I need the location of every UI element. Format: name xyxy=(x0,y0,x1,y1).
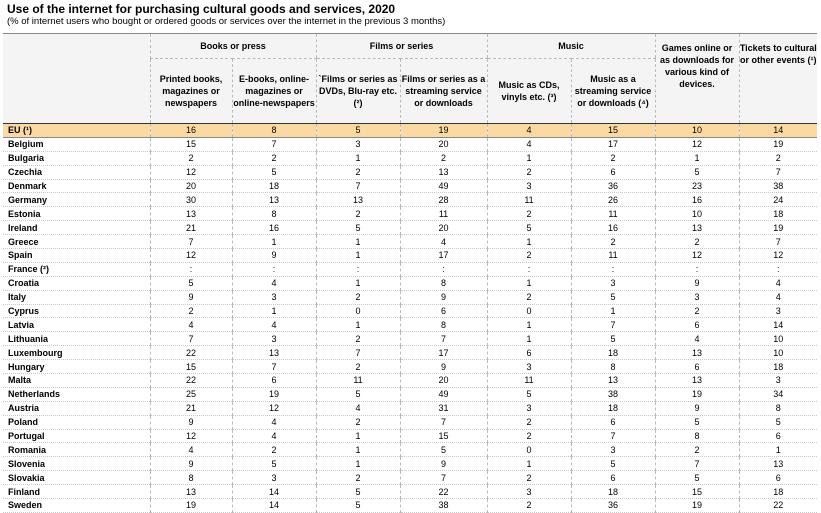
table-cell: 20 xyxy=(400,137,487,151)
row-country: Hungary xyxy=(3,360,150,374)
table-cell: : xyxy=(316,262,400,276)
table-cell: 6 xyxy=(571,165,655,179)
table-cell: 12 xyxy=(655,249,739,263)
table-cell: 9 xyxy=(150,415,232,429)
table-cell: 4 xyxy=(232,429,316,443)
table-cell: 38 xyxy=(571,387,655,401)
table-cell: 14 xyxy=(232,499,316,513)
table-cell: 5 xyxy=(487,387,571,401)
table-cell: 5 xyxy=(232,165,316,179)
row-country: EU (¹) xyxy=(3,124,150,138)
table-row xyxy=(3,401,817,415)
table-cell: 2 xyxy=(487,499,571,513)
row-country: Italy xyxy=(3,290,150,304)
table-cell: 13 xyxy=(655,221,739,235)
table-cell: 7 xyxy=(739,165,817,179)
table-cell: 19 xyxy=(232,387,316,401)
table-cell: 2 xyxy=(487,290,571,304)
table-cell: 13 xyxy=(400,165,487,179)
table-cell: 6 xyxy=(487,346,571,360)
table-cell: : xyxy=(150,262,232,276)
row-country: Spain xyxy=(3,249,150,263)
table-cell: 10 xyxy=(739,332,817,346)
table-cell: 5 xyxy=(150,276,232,290)
table-cell: 4 xyxy=(316,401,400,415)
table-cell: 11 xyxy=(400,207,487,221)
table-row xyxy=(3,485,817,499)
table-cell: 8 xyxy=(655,429,739,443)
table-cell: 15 xyxy=(655,485,739,499)
group-header-music: Music xyxy=(487,34,655,59)
table-cell: 15 xyxy=(150,137,232,151)
table-cell: 2 xyxy=(655,235,739,249)
table-cell: 2 xyxy=(487,207,571,221)
table-row xyxy=(3,332,817,346)
table-cell: 5 xyxy=(571,332,655,346)
table-cell: 13 xyxy=(232,346,316,360)
table-cell: 2 xyxy=(316,165,400,179)
table-cell: : xyxy=(571,262,655,276)
table-cell: 1 xyxy=(316,457,400,471)
table-row xyxy=(3,290,817,304)
table-cell: 2 xyxy=(316,471,400,485)
table-cell: 2 xyxy=(487,165,571,179)
table-cell: 17 xyxy=(400,346,487,360)
table-row xyxy=(3,346,817,360)
column-header-music-cd: Music as CDs, vinyls etc. (³) xyxy=(487,59,571,124)
table-cell: 2 xyxy=(571,235,655,249)
table-cell: 4 xyxy=(232,415,316,429)
row-country: Romania xyxy=(3,443,150,457)
table-cell: 3 xyxy=(487,360,571,374)
table-row xyxy=(3,429,817,443)
table-body xyxy=(3,124,817,513)
table-cell: 2 xyxy=(487,429,571,443)
table-cell: 15 xyxy=(150,360,232,374)
table-cell: 16 xyxy=(571,221,655,235)
table-cell: 22 xyxy=(150,346,232,360)
table-cell: 12 xyxy=(655,137,739,151)
table-cell: 10 xyxy=(655,207,739,221)
table-row xyxy=(3,374,817,388)
table-cell: 8 xyxy=(232,124,316,138)
table-row xyxy=(3,471,817,485)
table-cell: 5 xyxy=(316,221,400,235)
table-row xyxy=(3,249,817,263)
table-cell: 6 xyxy=(655,360,739,374)
table-row xyxy=(3,304,817,318)
table-cell: 5 xyxy=(655,165,739,179)
table-cell: 12 xyxy=(150,165,232,179)
table-cell: 3 xyxy=(232,332,316,346)
table-cell: 5 xyxy=(571,290,655,304)
table-cell: 3 xyxy=(232,290,316,304)
table-cell: 5 xyxy=(655,415,739,429)
table-row xyxy=(3,443,817,457)
table-cell: 2 xyxy=(487,415,571,429)
row-country: Belgium xyxy=(3,137,150,151)
table-cell: 1 xyxy=(316,443,400,457)
table-cell: 2 xyxy=(232,443,316,457)
row-country: Denmark xyxy=(3,179,150,193)
table-cell: 2 xyxy=(655,304,739,318)
header-corner xyxy=(3,34,150,59)
table-cell: 15 xyxy=(400,429,487,443)
column-header-tickets: Tickets to cultural or other events (¹) xyxy=(739,34,817,124)
table-cell: 11 xyxy=(571,207,655,221)
table-row xyxy=(3,457,817,471)
table-cell: 7 xyxy=(316,346,400,360)
table-row xyxy=(3,276,817,290)
table-cell: 12 xyxy=(232,401,316,415)
row-country: Lithuania xyxy=(3,332,150,346)
table-cell: 19 xyxy=(400,124,487,138)
table-cell: 18 xyxy=(739,485,817,499)
row-country: Bulgaria xyxy=(3,151,150,165)
table-cell: 11 xyxy=(316,374,400,388)
table-cell: 17 xyxy=(571,137,655,151)
table-cell: 12 xyxy=(150,249,232,263)
table-cell: 2 xyxy=(655,443,739,457)
row-country: Portugal xyxy=(3,429,150,443)
table-cell: 13 xyxy=(739,457,817,471)
table-cell: 2 xyxy=(316,290,400,304)
table-cell: 24 xyxy=(739,193,817,207)
table-cell: 10 xyxy=(655,124,739,138)
table-cell: 19 xyxy=(739,137,817,151)
column-header-films-dvd: `Films or series as DVDs, Blu-ray etc. (²) xyxy=(316,59,400,124)
table-cell: 21 xyxy=(150,221,232,235)
table-cell: 4 xyxy=(232,276,316,290)
table-cell: 16 xyxy=(150,124,232,138)
table-cell: 6 xyxy=(232,374,316,388)
table-cell: 5 xyxy=(316,485,400,499)
table-cell: 38 xyxy=(400,499,487,513)
table-cell: 4 xyxy=(232,318,316,332)
row-country: Croatia xyxy=(3,276,150,290)
table-cell: 1 xyxy=(316,151,400,165)
table-row xyxy=(3,165,817,179)
table-row xyxy=(3,499,817,513)
table-title: Use of the internet for purchasing cultural goods and services, 2020 xyxy=(7,2,396,16)
row-country: Cyprus xyxy=(3,304,150,318)
table-cell: 3 xyxy=(571,443,655,457)
table-cell: 3 xyxy=(487,485,571,499)
table-row xyxy=(3,193,817,207)
table-cell: 2 xyxy=(316,332,400,346)
table-cell: 19 xyxy=(655,387,739,401)
table-cell: 7 xyxy=(150,235,232,249)
table-row xyxy=(3,415,817,429)
table-cell: 5 xyxy=(316,499,400,513)
column-header-ebooks: E-books, online-magazines or online-newspapers xyxy=(232,59,316,124)
table-cell: 1 xyxy=(232,304,316,318)
row-country: Malta xyxy=(3,374,150,388)
table-row xyxy=(3,124,817,138)
table-cell: 2 xyxy=(487,249,571,263)
table-cell: 19 xyxy=(655,499,739,513)
table-cell: 1 xyxy=(487,457,571,471)
table-cell: 21 xyxy=(150,401,232,415)
table-cell: 1 xyxy=(316,276,400,290)
table-cell: 23 xyxy=(655,179,739,193)
table-cell: 13 xyxy=(232,193,316,207)
table-row xyxy=(3,235,817,249)
table-cell: 49 xyxy=(400,387,487,401)
table-cell: 7 xyxy=(655,457,739,471)
table-cell: 7 xyxy=(400,332,487,346)
table-cell: 13 xyxy=(655,346,739,360)
table-cell: 5 xyxy=(232,457,316,471)
table-cell: 34 xyxy=(739,387,817,401)
table-cell: 0 xyxy=(487,443,571,457)
table-cell: 36 xyxy=(571,179,655,193)
table-cell: 2 xyxy=(316,360,400,374)
table-cell: 30 xyxy=(150,193,232,207)
table-cell: 31 xyxy=(400,401,487,415)
table-row xyxy=(3,221,817,235)
table-row xyxy=(3,179,817,193)
table-cell: 9 xyxy=(400,457,487,471)
table-cell: 15 xyxy=(571,124,655,138)
row-country: Finland xyxy=(3,485,150,499)
table-cell: 14 xyxy=(232,485,316,499)
table-cell: 2 xyxy=(571,151,655,165)
table-row xyxy=(3,151,817,165)
row-country: Greece xyxy=(3,235,150,249)
group-header-books: Books or press xyxy=(150,34,316,59)
table-cell: : xyxy=(655,262,739,276)
table-cell: 3 xyxy=(487,401,571,415)
row-country: France (²) xyxy=(3,262,150,276)
table-cell: 4 xyxy=(487,124,571,138)
row-country: Sweden xyxy=(3,499,150,513)
table-cell: 9 xyxy=(150,290,232,304)
table-cell: 2 xyxy=(150,304,232,318)
table-cell: 1 xyxy=(655,151,739,165)
table-cell: 8 xyxy=(400,276,487,290)
table-cell: 6 xyxy=(655,318,739,332)
table-cell: 1 xyxy=(487,235,571,249)
table-row xyxy=(3,207,817,221)
table-cell: 9 xyxy=(400,290,487,304)
row-country: Slovakia xyxy=(3,471,150,485)
table-cell: 12 xyxy=(739,249,817,263)
row-country: Luxembourg xyxy=(3,346,150,360)
table-cell: 3 xyxy=(232,471,316,485)
table-cell: 20 xyxy=(150,179,232,193)
table-cell: 7 xyxy=(316,179,400,193)
table-cell: 4 xyxy=(400,235,487,249)
table-cell: 7 xyxy=(400,471,487,485)
table-cell: 9 xyxy=(655,276,739,290)
table-cell: 1 xyxy=(487,332,571,346)
table-cell: 7 xyxy=(571,318,655,332)
table-cell: 12 xyxy=(150,429,232,443)
table-cell: 1 xyxy=(232,235,316,249)
table-cell: 6 xyxy=(739,429,817,443)
table-cell: 11 xyxy=(487,193,571,207)
table-cell: 10 xyxy=(739,346,817,360)
table-cell: : xyxy=(400,262,487,276)
row-country: Poland xyxy=(3,415,150,429)
table-cell: 5 xyxy=(571,457,655,471)
table-cell: 6 xyxy=(400,304,487,318)
table-cell: 8 xyxy=(571,360,655,374)
table-cell: 1 xyxy=(487,151,571,165)
table-cell: 4 xyxy=(739,290,817,304)
table-cell: 7 xyxy=(571,429,655,443)
table-cell: 2 xyxy=(739,151,817,165)
table-cell: 9 xyxy=(232,249,316,263)
group-header-films: Films or series xyxy=(316,34,487,59)
table-cell: 3 xyxy=(739,374,817,388)
table-cell: 9 xyxy=(150,457,232,471)
table-cell: 26 xyxy=(571,193,655,207)
row-country: Austria xyxy=(3,401,150,415)
table-cell: 2 xyxy=(316,207,400,221)
table-cell: 4 xyxy=(655,332,739,346)
row-country: Ireland xyxy=(3,221,150,235)
table-cell: 2 xyxy=(487,471,571,485)
table-cell: 7 xyxy=(232,360,316,374)
table-cell: 3 xyxy=(571,276,655,290)
table-cell: 11 xyxy=(571,249,655,263)
table-cell: 22 xyxy=(400,485,487,499)
table-cell: 4 xyxy=(150,318,232,332)
column-header-printed-books: Printed books, magazines or newspapers xyxy=(150,59,232,124)
table-cell: 18 xyxy=(571,401,655,415)
table-cell: 4 xyxy=(739,276,817,290)
table-row xyxy=(3,318,817,332)
table-cell: 2 xyxy=(400,151,487,165)
table-row xyxy=(3,360,817,374)
table-cell: 7 xyxy=(739,235,817,249)
table-cell: : xyxy=(232,262,316,276)
row-country: Germany xyxy=(3,193,150,207)
table-row xyxy=(3,262,817,276)
table-cell: 16 xyxy=(232,221,316,235)
table-cell: 1 xyxy=(571,304,655,318)
table-cell: 20 xyxy=(400,221,487,235)
table-cell: 9 xyxy=(655,401,739,415)
table-cell: 8 xyxy=(400,318,487,332)
table-cell: 1 xyxy=(316,318,400,332)
table-cell: 38 xyxy=(739,179,817,193)
table-row xyxy=(3,137,817,151)
table-cell: 1 xyxy=(487,318,571,332)
table-cell: 14 xyxy=(739,124,817,138)
table-cell: 3 xyxy=(487,179,571,193)
table-cell: 25 xyxy=(150,387,232,401)
table-cell: 6 xyxy=(571,471,655,485)
table-cell: 17 xyxy=(400,249,487,263)
column-header-music-streaming: Music as a streaming service or downloads (⁴) xyxy=(571,59,655,124)
table-cell: 5 xyxy=(655,471,739,485)
row-country: Slovenia xyxy=(3,457,150,471)
table-cell: 1 xyxy=(316,235,400,249)
table-cell: 5 xyxy=(400,443,487,457)
column-header-films-streaming: Films or series as a streaming service or downloads xyxy=(400,59,487,124)
row-country: Czechia xyxy=(3,165,150,179)
table-cell: 28 xyxy=(400,193,487,207)
table-cell: 8 xyxy=(739,401,817,415)
table-cell: 2 xyxy=(150,151,232,165)
table-cell: 13 xyxy=(150,485,232,499)
row-country: Latvia xyxy=(3,318,150,332)
table-cell: 2 xyxy=(232,151,316,165)
table-cell: 16 xyxy=(655,193,739,207)
table-cell: 13 xyxy=(150,207,232,221)
table-cell: 18 xyxy=(739,360,817,374)
row-country: Netherlands xyxy=(3,387,150,401)
table-cell: 4 xyxy=(487,137,571,151)
table-cell: 6 xyxy=(571,415,655,429)
table-row xyxy=(3,387,817,401)
table-cell: 1 xyxy=(316,249,400,263)
table-cell: 5 xyxy=(739,415,817,429)
table-cell: 9 xyxy=(400,360,487,374)
table-cell: : xyxy=(487,262,571,276)
table-cell: 7 xyxy=(150,332,232,346)
table-cell: 3 xyxy=(655,290,739,304)
table-cell: 7 xyxy=(400,415,487,429)
table-cell: 49 xyxy=(400,179,487,193)
table-cell: 5 xyxy=(316,124,400,138)
table-cell: 18 xyxy=(571,485,655,499)
table-cell: 13 xyxy=(655,374,739,388)
table-cell: 0 xyxy=(316,304,400,318)
table-cell: 5 xyxy=(487,221,571,235)
table-cell: 1 xyxy=(316,429,400,443)
table-cell: 7 xyxy=(232,137,316,151)
table-cell: 18 xyxy=(232,179,316,193)
table-cell: 1 xyxy=(739,443,817,457)
table-cell: 14 xyxy=(739,318,817,332)
table-cell: 22 xyxy=(150,374,232,388)
table-cell: 8 xyxy=(150,471,232,485)
table-cell: 3 xyxy=(316,137,400,151)
table-subtitle: (% of internet users who bought or ordered goods or services over the internet in the previous 3 months) xyxy=(7,16,446,27)
row-country: Estonia xyxy=(3,207,150,221)
table-cell: 19 xyxy=(739,221,817,235)
column-header-games: Games online or as downloads for various kind of devices. xyxy=(655,34,739,124)
table-cell: 2 xyxy=(316,415,400,429)
table-cell: 19 xyxy=(150,499,232,513)
table-cell: 4 xyxy=(150,443,232,457)
data-table xyxy=(3,33,817,513)
table-cell: 0 xyxy=(487,304,571,318)
table-cell: : xyxy=(739,262,817,276)
table-cell: 13 xyxy=(316,193,400,207)
table-cell: 13 xyxy=(571,374,655,388)
table-cell: 3 xyxy=(739,304,817,318)
table-cell: 11 xyxy=(487,374,571,388)
table-cell: 20 xyxy=(400,374,487,388)
table-cell: 22 xyxy=(739,499,817,513)
table-cell: 1 xyxy=(487,276,571,290)
table-cell: 8 xyxy=(232,207,316,221)
header-country-blank xyxy=(3,59,150,124)
table-cell: 6 xyxy=(739,471,817,485)
table-cell: 18 xyxy=(571,346,655,360)
table-cell: 18 xyxy=(739,207,817,221)
table-cell: 36 xyxy=(571,499,655,513)
table-cell: 5 xyxy=(316,387,400,401)
